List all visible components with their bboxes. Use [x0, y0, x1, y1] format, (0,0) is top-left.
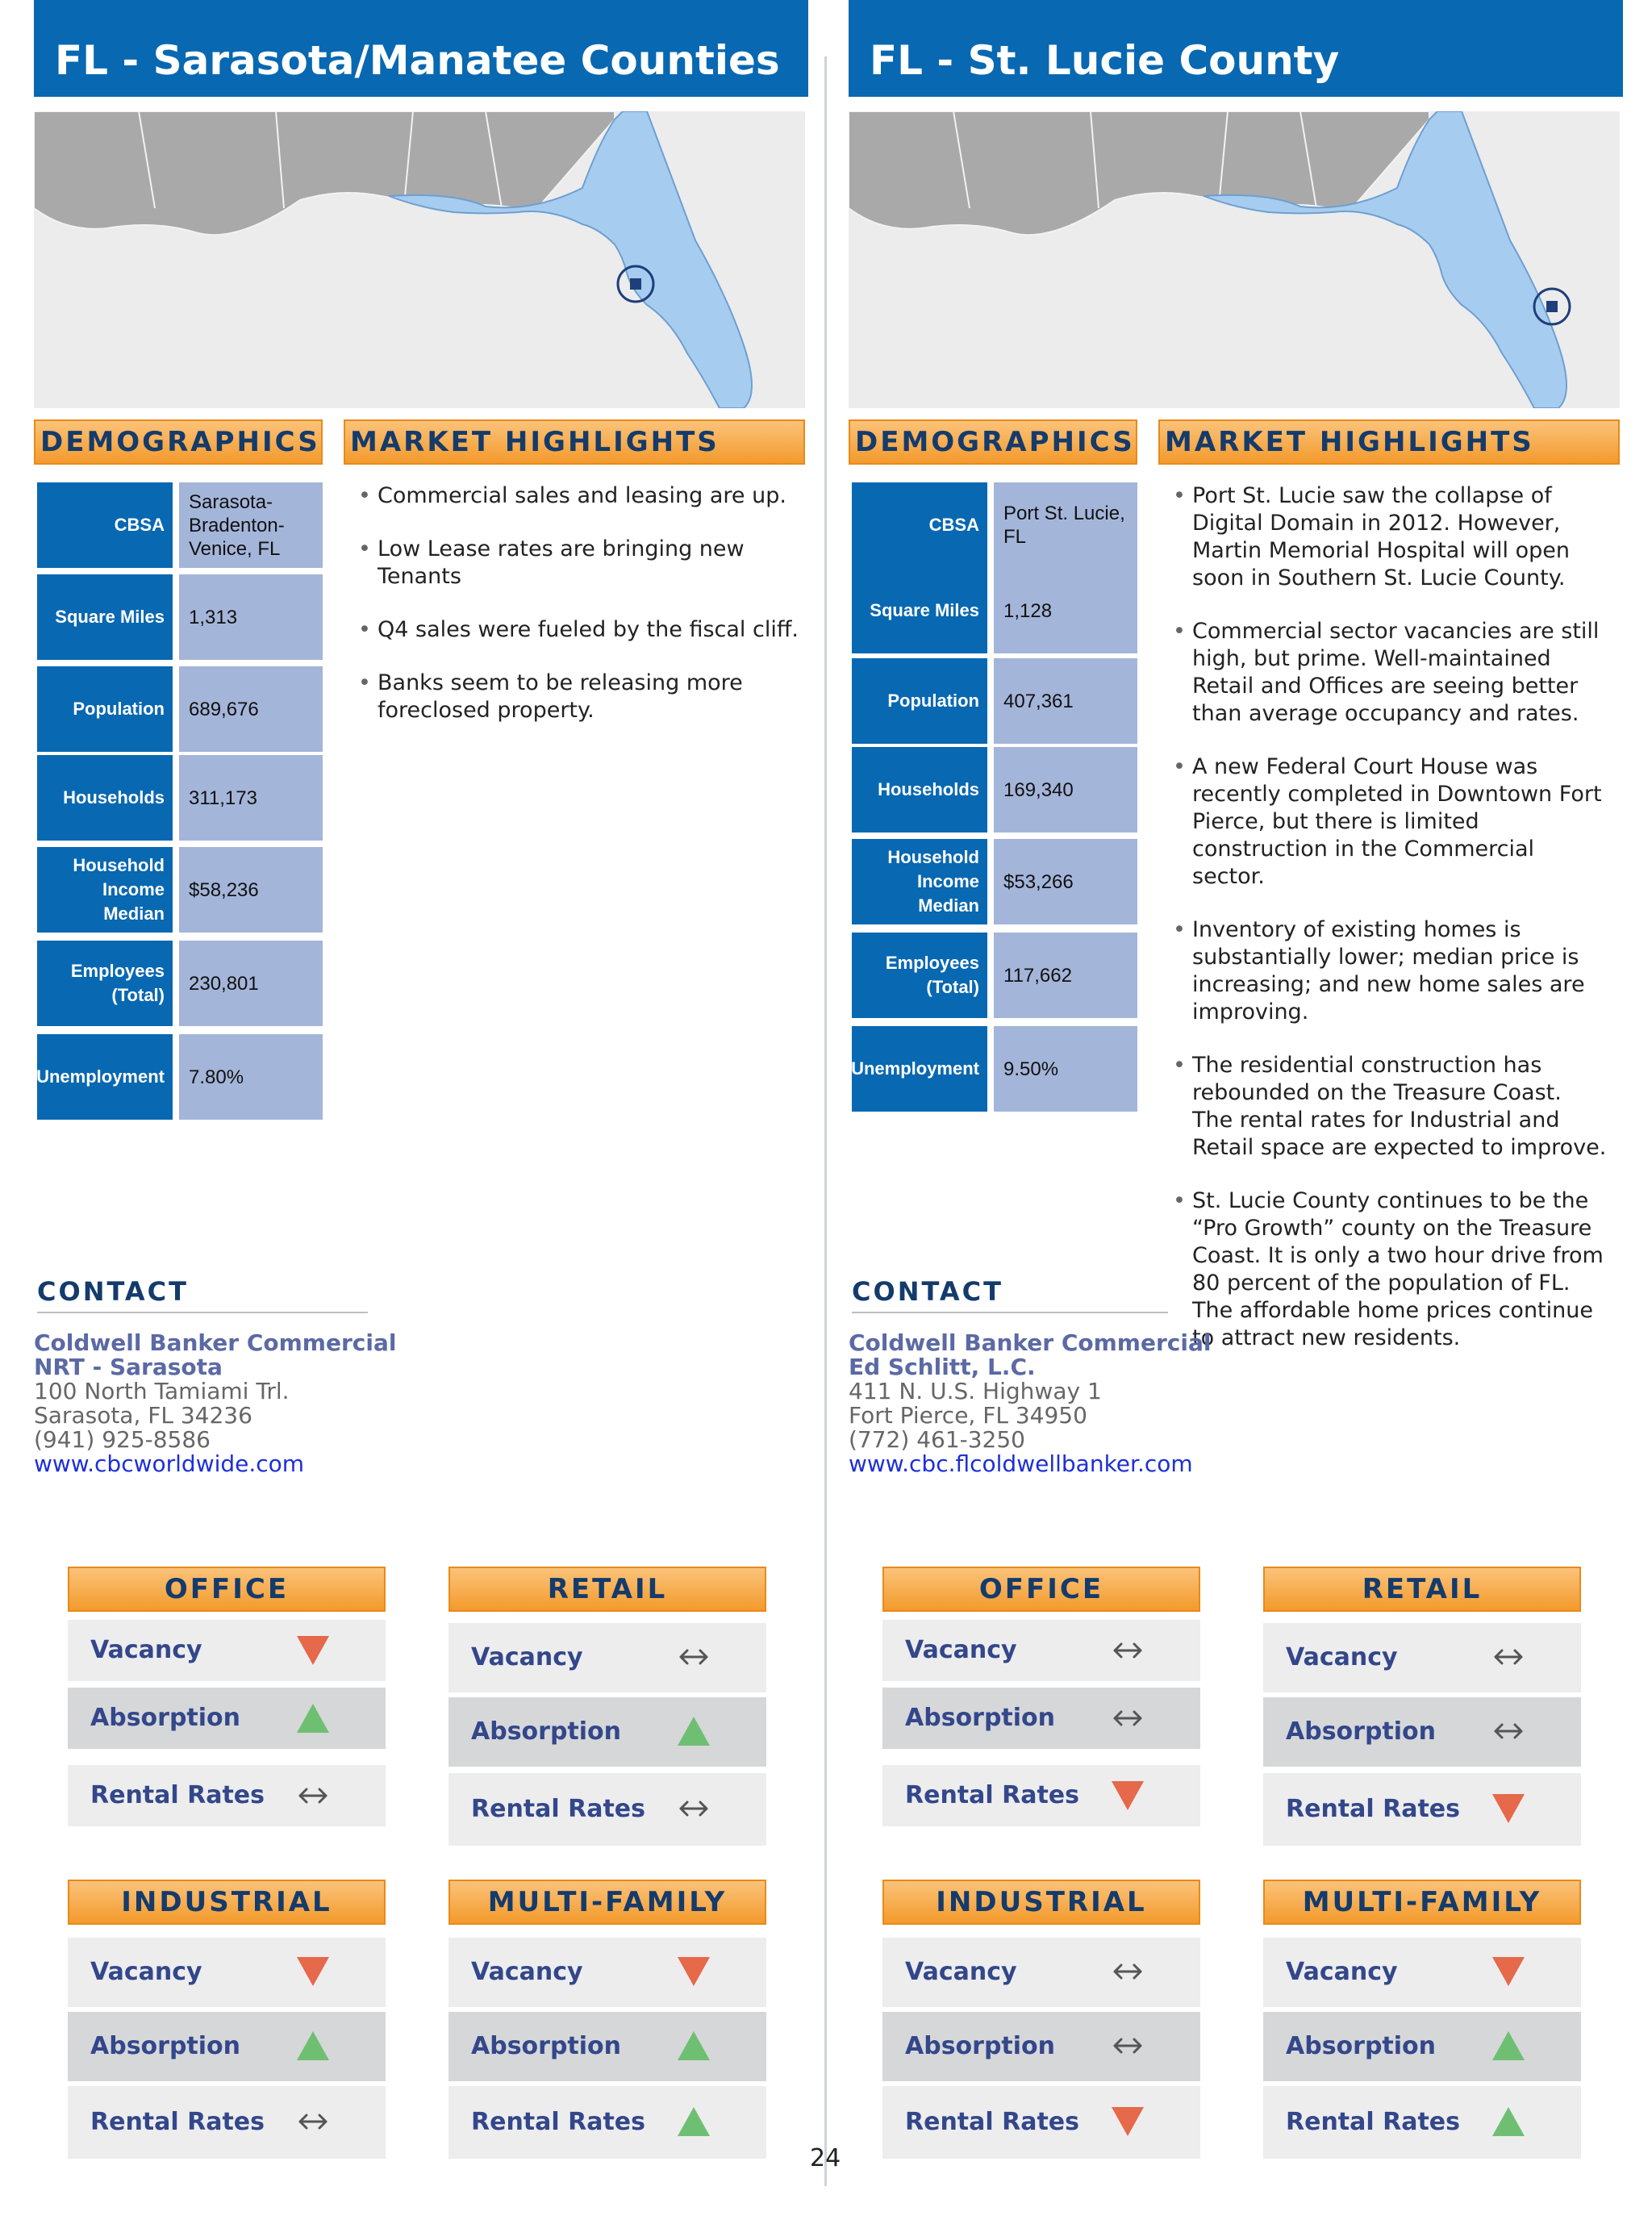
- highlight-item: • Low Lease rates are bringing new Tenants: [358, 536, 745, 589]
- double-arrow-icon: [300, 1789, 326, 1802]
- contact-phone: (772) 461-3250: [849, 1426, 1025, 1453]
- demographics-value: 1,128: [994, 568, 1137, 653]
- demographics-row-income-median: [37, 847, 323, 933]
- sector-row-vacancy: [68, 1620, 386, 1681]
- sector-row-absorption: [1263, 1697, 1581, 1767]
- trend-flat-icon: [1491, 1715, 1526, 1747]
- triangle-up-icon: [1492, 2031, 1525, 2060]
- sector-row-vacancy: [68, 1938, 386, 2007]
- demographics-label: Square Miles: [37, 574, 173, 660]
- demographics-label: Households: [37, 755, 173, 841]
- contact-org: Coldwell Banker Commercial: [34, 1329, 397, 1356]
- sector-heading: RETAIL: [1263, 1567, 1581, 1612]
- trend-flat-icon: [295, 1780, 331, 1812]
- trend-up-icon: [1491, 2030, 1526, 2062]
- row-label: Absorption: [90, 2032, 241, 2060]
- trend-flat-icon: [1110, 1955, 1145, 1988]
- trend-flat-icon: [295, 2105, 331, 2138]
- market-title: FL - St. Lucie County: [849, 0, 1623, 97]
- sector-card-office: [68, 1567, 386, 1838]
- row-label: Vacancy: [90, 1958, 202, 1986]
- contact-city: Fort Pierce, FL 34950: [849, 1402, 1087, 1429]
- sector-heading: MULTI-FAMILY: [1263, 1880, 1581, 1925]
- sector-heading: INDUSTRIAL: [68, 1880, 386, 1925]
- demographics-label: Household Income Median: [37, 847, 173, 933]
- trend-flat-icon: [1491, 1641, 1526, 1673]
- market-highlights-list: [358, 482, 803, 750]
- sector-row-absorption: [68, 2012, 386, 2081]
- demographics-heading: DEMOGRAPHICS: [34, 419, 323, 465]
- demographics-label: Employees (Total): [37, 941, 173, 1026]
- triangle-up-icon: [1492, 2107, 1525, 2136]
- demographics-value: 407,361: [994, 658, 1137, 744]
- row-label: Rental Rates: [905, 2108, 1080, 2136]
- triangle-down-icon: [1492, 1794, 1525, 1823]
- row-label: Vacancy: [905, 1636, 1017, 1664]
- sector-row-vacancy: [882, 1938, 1200, 2007]
- demographics-value: 1,313: [179, 574, 323, 660]
- row-label: Vacancy: [90, 1636, 202, 1664]
- row-label: Rental Rates: [90, 2108, 265, 2136]
- contact-address: 100 North Tamiami Trl.: [34, 1378, 290, 1404]
- row-label: Absorption: [90, 1704, 241, 1732]
- row-label: Absorption: [905, 2032, 1056, 2060]
- demographics-row-income-median: [852, 839, 1137, 924]
- contact-website-link[interactable]: www.cbc.flcoldwellbanker.com: [849, 1450, 1193, 1477]
- demographics-value: Sarasota- Bradenton- Venice, FL: [179, 482, 323, 568]
- sector-card-multi-family: [1263, 1880, 1581, 2159]
- sector-row-vacancy: [1263, 1938, 1581, 2007]
- triangle-up-icon: [678, 1717, 710, 1746]
- demographics-label: Square Miles: [852, 568, 987, 653]
- demographics-row-employees: [852, 933, 1137, 1018]
- contact-city: Sarasota, FL 34236: [34, 1402, 252, 1429]
- demographics-label: Unemployment: [852, 1026, 987, 1112]
- trend-down-icon: [1110, 1780, 1145, 1812]
- demographics-row-population: [852, 658, 1137, 744]
- market-highlights-list: [1173, 482, 1608, 1378]
- trend-flat-icon: [1110, 1634, 1145, 1667]
- contact-office: Ed Schlitt, L.C.: [849, 1354, 1036, 1380]
- demographics-heading: DEMOGRAPHICS: [849, 419, 1137, 465]
- market-column-st-lucie: [849, 0, 1623, 2220]
- contact-address: 411 N. U.S. Highway 1: [849, 1378, 1102, 1404]
- trend-up-icon: [676, 1715, 711, 1747]
- highlight-item: • St. Lucie County continues to be the “Pro Growth” county on the Treasure Coast. It is only a two hour drive from 80 percent of the population of FL. The affordable home prices continue to attract new residents.: [1173, 1188, 1604, 1350]
- sector-row-rental-rates: [1263, 2086, 1581, 2159]
- florida-map: [849, 111, 1620, 408]
- market-highlights-heading: MARKET HIGHLIGHTS: [1158, 419, 1620, 465]
- trend-up-icon: [295, 1702, 331, 1734]
- highlight-item: • The residential construction has rebounded on the Treasure Coast. The rental rates for Industrial and Retail space are expected to improve.: [1173, 1053, 1607, 1160]
- contact-phone: (941) 925-8586: [34, 1426, 211, 1453]
- trend-flat-icon: [676, 1792, 711, 1825]
- double-arrow-icon: [1115, 1644, 1141, 1657]
- demographics-label: Population: [852, 658, 987, 744]
- sector-heading: OFFICE: [68, 1567, 386, 1612]
- highlight-item: • Port St. Lucie saw the collapse of Digital Domain in 2012. However, Martin Memorial Hospital will open soon in Southern St. Lucie County.: [1173, 483, 1570, 590]
- sector-row-rental-rates: [882, 2086, 1200, 2159]
- demographics-row-population: [37, 666, 323, 752]
- sector-row-vacancy: [882, 1620, 1200, 1681]
- triangle-up-icon: [678, 2031, 710, 2060]
- double-arrow-icon: [1115, 1712, 1141, 1725]
- sector-heading: INDUSTRIAL: [882, 1880, 1200, 1925]
- trend-down-icon: [295, 1634, 331, 1667]
- market-title: FL - Sarasota/Manatee Counties: [34, 0, 808, 97]
- row-label: Rental Rates: [471, 1795, 646, 1823]
- contact-block: [34, 1331, 396, 1476]
- triangle-up-icon: [678, 2107, 710, 2136]
- highlight-item: • Commercial sales and leasing are up.: [358, 483, 786, 508]
- double-arrow-icon: [681, 1650, 707, 1663]
- contact-heading: CONTACT: [37, 1276, 368, 1313]
- demographics-row-employees: [37, 941, 323, 1026]
- sector-heading: MULTI-FAMILY: [448, 1880, 766, 1925]
- demographics-value: 169,340: [994, 747, 1137, 832]
- contact-office: NRT - Sarasota: [34, 1354, 223, 1380]
- sector-row-rental-rates: [68, 1765, 386, 1826]
- demographics-label: Households: [852, 747, 987, 832]
- highlight-item: • Commercial sector vacancies are still high, but prime. Well-maintained Retail and Offices are seeing better than average occupancy and rates.: [1173, 619, 1600, 726]
- double-arrow-icon: [1115, 2039, 1141, 2052]
- trend-down-icon: [295, 1955, 331, 1988]
- triangle-up-icon: [297, 1704, 329, 1733]
- triangle-down-icon: [1492, 1957, 1525, 1986]
- market-highlights-heading: MARKET HIGHLIGHTS: [344, 419, 805, 465]
- row-label: Absorption: [1286, 2032, 1437, 2060]
- demographics-row-households: [37, 755, 323, 841]
- sector-row-rental-rates: [882, 1765, 1200, 1826]
- demographics-row-households: [852, 747, 1137, 832]
- sector-row-vacancy: [1263, 1623, 1581, 1692]
- sector-row-vacancy: [448, 1938, 766, 2007]
- demographics-row-cbsa: [37, 482, 323, 568]
- demographics-label: CBSA: [852, 482, 987, 568]
- double-arrow-icon: [1496, 1725, 1521, 1738]
- florida-map: [34, 111, 805, 408]
- trend-down-icon: [1110, 2105, 1145, 2138]
- trend-flat-icon: [676, 1641, 711, 1673]
- highlight-item: • Inventory of existing homes is substantially lower; median price is increasing; and new home sales are improving.: [1173, 917, 1585, 1024]
- sector-card-multi-family: [448, 1880, 766, 2159]
- trend-up-icon: [676, 2105, 711, 2138]
- triangle-down-icon: [1112, 2107, 1144, 2136]
- triangle-down-icon: [678, 1957, 710, 1986]
- sector-row-rental-rates: [68, 2086, 386, 2159]
- demographics-row-unemployment: [37, 1034, 323, 1120]
- demographics-value: 230,801: [179, 941, 323, 1026]
- triangle-down-icon: [1112, 1781, 1144, 1810]
- sector-row-rental-rates: [1263, 1773, 1581, 1846]
- sector-heading: RETAIL: [448, 1567, 766, 1612]
- row-label: Absorption: [471, 1717, 622, 1746]
- row-label: Absorption: [905, 1704, 1056, 1732]
- demographics-row-unemployment: [852, 1026, 1137, 1112]
- row-label: Rental Rates: [471, 2108, 646, 2136]
- demographics-value: 311,173: [179, 755, 323, 841]
- trend-down-icon: [1491, 1955, 1526, 1988]
- demographics-label: Household Income Median: [852, 839, 987, 924]
- highlight-item: • Q4 sales were fueled by the fiscal cliff.: [358, 617, 799, 642]
- sector-row-absorption: [882, 1688, 1200, 1749]
- row-label: Rental Rates: [1286, 2108, 1461, 2136]
- sector-heading: OFFICE: [882, 1567, 1200, 1612]
- trend-down-icon: [1491, 1792, 1526, 1825]
- column-divider: [824, 56, 827, 2186]
- sector-row-absorption: [448, 2012, 766, 2081]
- trend-up-icon: [676, 2030, 711, 2062]
- sector-card-retail: [1263, 1567, 1581, 1846]
- market-column-sarasota: [34, 0, 808, 2220]
- sector-card-retail: [448, 1567, 766, 1846]
- demographics-value: Port St. Lucie, FL: [994, 482, 1137, 568]
- row-label: Rental Rates: [905, 1781, 1080, 1809]
- demographics-row-cbsa: [852, 482, 1137, 568]
- demographics-value: $58,236: [179, 847, 323, 933]
- row-label: Absorption: [1286, 1717, 1437, 1746]
- demographics-label: Population: [37, 666, 173, 752]
- demographics-label: Unemployment: [37, 1034, 173, 1120]
- double-arrow-icon: [1115, 1965, 1141, 1978]
- contact-block: [849, 1331, 1211, 1476]
- demographics-value: 689,676: [179, 666, 323, 752]
- sector-row-absorption: [882, 2012, 1200, 2081]
- sector-row-rental-rates: [448, 2086, 766, 2159]
- demographics-value: 7.80%: [179, 1034, 323, 1120]
- sector-card-industrial: [68, 1880, 386, 2159]
- row-label: Vacancy: [1286, 1958, 1398, 1986]
- triangle-down-icon: [297, 1636, 329, 1665]
- row-label: Rental Rates: [1286, 1795, 1461, 1823]
- page-number: 24: [810, 2144, 841, 2172]
- sector-card-office: [882, 1567, 1200, 1838]
- sector-row-absorption: [1263, 2012, 1581, 2081]
- demographics-value: 9.50%: [994, 1026, 1137, 1112]
- row-label: Rental Rates: [90, 1781, 265, 1809]
- sector-row-absorption: [448, 1697, 766, 1767]
- trend-up-icon: [1491, 2105, 1526, 2138]
- demographics-row-square-miles: [852, 568, 1137, 653]
- trend-flat-icon: [1110, 1702, 1145, 1734]
- contact-heading: CONTACT: [852, 1276, 1168, 1313]
- highlight-item: • Banks seem to be releasing more foreclosed property.: [358, 670, 743, 723]
- row-label: Vacancy: [471, 1958, 583, 1986]
- triangle-down-icon: [297, 1957, 329, 1986]
- sector-card-industrial: [882, 1880, 1200, 2159]
- sector-row-absorption: [68, 1688, 386, 1749]
- sector-row-vacancy: [448, 1623, 766, 1692]
- trend-flat-icon: [1110, 2030, 1145, 2062]
- double-arrow-icon: [1496, 1650, 1521, 1663]
- contact-website-link[interactable]: www.cbcworldwide.com: [34, 1450, 305, 1477]
- double-arrow-icon: [681, 1802, 707, 1815]
- trend-down-icon: [676, 1955, 711, 1988]
- contact-org: Coldwell Banker Commercial: [849, 1329, 1212, 1356]
- demographics-row-square-miles: [37, 574, 323, 660]
- highlight-item: • A new Federal Court House was recently completed in Downtown Fort Pierce, but there is limited construction in the Commercial sector.: [1173, 754, 1602, 889]
- row-label: Absorption: [471, 2032, 622, 2060]
- demographics-label: CBSA: [37, 482, 173, 568]
- triangle-up-icon: [297, 2031, 329, 2060]
- row-label: Vacancy: [905, 1958, 1017, 1986]
- demographics-label: Employees (Total): [852, 933, 987, 1018]
- row-label: Vacancy: [1286, 1643, 1398, 1671]
- trend-up-icon: [295, 2030, 331, 2062]
- double-arrow-icon: [300, 2115, 326, 2128]
- row-label: Vacancy: [471, 1643, 583, 1671]
- demographics-value: $53,266: [994, 839, 1137, 924]
- sector-row-rental-rates: [448, 1773, 766, 1846]
- demographics-value: 117,662: [994, 933, 1137, 1018]
